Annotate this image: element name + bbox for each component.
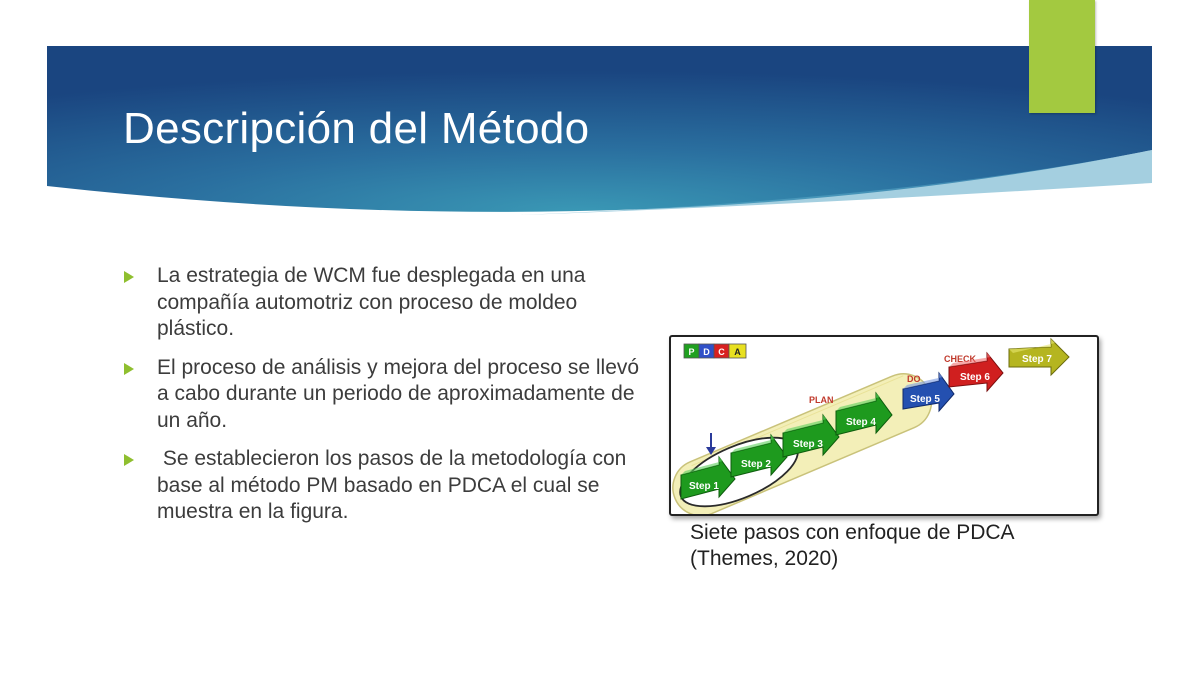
bullet-arrow-icon [124,271,134,283]
figure-caption [690,520,1100,572]
pdca-letter-p: P [688,347,695,357]
bullet-item [120,263,640,343]
pdca-figure [669,335,1099,516]
bullet-item [120,355,640,435]
pdca-letter-a: A [734,347,741,357]
step-6-label: Step 6 [959,372,991,383]
pdca-letter-d: D [703,347,710,357]
step-2-label: Step 2 [740,459,772,470]
slide-title: Descripción del Método [123,104,590,153]
pdca-letter-c: C [718,347,725,357]
bullet-item [120,446,640,526]
bullet-text: Se establecieron los pasos de la metodología con base al método PM basado en PDCA el cual se muestra en la figura. [157,447,633,523]
bullet-text: El proceso de análisis y mejora del proceso se llevó a cabo durante un periodo de aproximadamente de un año. [157,355,640,432]
bullet-arrow-icon [124,363,134,375]
step-5-label: Step 5 [909,394,941,405]
phase-label-check: CHECK [944,354,977,364]
bullet-text: La estrategia de WCM fue desplegada en una compañía automotriz con proceso de moldeo plástico. [157,264,586,340]
step-3-label: Step 3 [792,439,824,450]
bullet-arrow-icon [124,454,134,466]
step-7-label: Step 7 [1021,354,1053,365]
pdca-legend [684,344,746,358]
caption-line-1: Siete pasos con enfoque de PDCA [690,521,1015,544]
phase-label-do: DO [907,374,921,384]
accent-block [1029,0,1095,113]
phase-label-plan: PLAN [809,395,834,405]
step-7-arrow [1009,339,1069,375]
bullet-list [120,263,640,538]
caption-line-2: (Themes, 2020) [690,547,839,570]
step-1-label: Step 1 [688,481,720,492]
step-4-label: Step 4 [845,417,877,428]
